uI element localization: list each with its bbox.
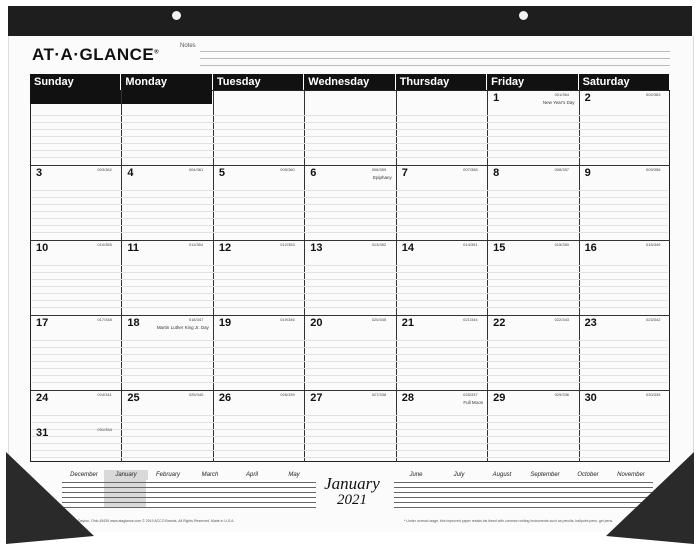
current-year-label: 2021 xyxy=(337,492,367,508)
hanging-hole-left xyxy=(172,11,181,20)
minicalendar-title[interactable]: September xyxy=(530,472,560,478)
day-number[interactable]: 31 xyxy=(36,427,49,439)
day-number[interactable]: 1 xyxy=(493,92,500,104)
weekday-sunday: Sunday xyxy=(30,74,121,90)
minicalendar-title[interactable]: June xyxy=(409,472,423,478)
day-of-year: 026/339 xyxy=(280,392,295,397)
day-of-year: 012/353 xyxy=(280,242,295,247)
day-number[interactable]: 28 xyxy=(401,392,414,404)
writing-line xyxy=(32,232,668,233)
minicalendar-dates xyxy=(523,480,567,508)
grid-column-divider xyxy=(487,90,488,462)
day-of-year: 018/347 xyxy=(188,317,204,322)
writing-line xyxy=(32,375,668,376)
day-number[interactable]: 12 xyxy=(218,242,232,254)
writing-line xyxy=(32,115,668,116)
day-number[interactable]: 13 xyxy=(310,242,323,254)
day-of-year: 024/341 xyxy=(97,392,112,397)
day-of-year: 011/354 xyxy=(188,242,204,247)
day-number[interactable]: 27 xyxy=(310,392,323,404)
writing-line xyxy=(32,190,668,191)
writing-line xyxy=(32,443,668,444)
day-of-year: 020/345 xyxy=(371,317,387,322)
top-binding xyxy=(8,6,692,36)
notes-line xyxy=(200,51,670,52)
day-of-year: 003/362 xyxy=(97,167,112,172)
day-of-year: 030/335 xyxy=(646,392,661,397)
holiday-note: Martin Luther King Jr. Day xyxy=(156,325,209,330)
day-number[interactable]: 21 xyxy=(401,317,414,329)
writing-line xyxy=(32,293,668,294)
writing-line xyxy=(32,265,668,266)
day-number[interactable]: 18 xyxy=(127,317,140,329)
writing-line xyxy=(32,361,668,362)
day-number[interactable]: 10 xyxy=(36,242,49,254)
grid-column-divider xyxy=(304,90,305,462)
day-number[interactable]: 29 xyxy=(493,392,506,404)
day-number[interactable]: 20 xyxy=(310,317,323,329)
writing-line xyxy=(32,218,668,219)
writing-line xyxy=(32,450,668,451)
day-of-year: 004/361 xyxy=(188,167,204,172)
grid-row-divider xyxy=(30,315,670,316)
minicalendar-title[interactable]: December xyxy=(70,472,98,478)
minicalendar-title[interactable]: May xyxy=(288,472,300,478)
writing-line xyxy=(32,347,668,348)
month-grid xyxy=(30,90,670,462)
notes-line xyxy=(200,58,670,59)
day-of-year: 019/346 xyxy=(280,317,295,322)
minicalendar-title[interactable]: February xyxy=(155,472,180,478)
day-number[interactable]: 8 xyxy=(493,167,500,179)
corner-holder-right xyxy=(600,440,700,548)
weekday-saturday: Saturday xyxy=(579,74,670,90)
grid-column-divider xyxy=(213,90,214,462)
writing-line xyxy=(32,354,668,355)
writing-line xyxy=(32,422,668,423)
day-number[interactable]: 9 xyxy=(584,167,591,179)
day-number[interactable]: 25 xyxy=(127,392,140,404)
grid-row-divider xyxy=(30,240,670,241)
writing-line xyxy=(32,436,668,437)
minicalendar-title[interactable]: July xyxy=(453,472,465,478)
corner-holder-left xyxy=(0,440,100,548)
day-number[interactable]: 24 xyxy=(36,392,49,404)
notes-label: Notes xyxy=(180,43,196,49)
writing-line xyxy=(32,307,668,308)
hanging-hole-right xyxy=(519,11,528,20)
day-of-year: 008/357 xyxy=(554,167,570,172)
writing-line xyxy=(32,286,668,287)
writing-line xyxy=(32,197,668,198)
minicalendar-title[interactable]: January xyxy=(115,472,137,478)
day-of-year: 009/356 xyxy=(646,167,661,172)
day-number[interactable]: 30 xyxy=(584,392,597,404)
writing-line xyxy=(32,457,668,458)
minicalendar-dates xyxy=(480,480,524,508)
day-of-year: 031/334 xyxy=(97,427,112,432)
writing-line xyxy=(32,415,668,416)
day-of-year: 001/364 xyxy=(554,92,570,97)
day-number[interactable]: 19 xyxy=(218,317,232,329)
weekday-thursday: Thursday xyxy=(396,74,487,90)
holiday-note: New Year's Day xyxy=(542,100,575,105)
day-number[interactable]: 6 xyxy=(310,167,317,179)
holiday-note: Epiphany xyxy=(372,175,392,180)
brand-logo: AT·A·GLANCE® xyxy=(32,45,160,64)
writing-line xyxy=(32,122,668,123)
holiday-note: Full Moon xyxy=(463,400,484,405)
day-of-year: 029/336 xyxy=(554,392,570,397)
day-number[interactable]: 23 xyxy=(584,317,597,329)
day-of-year: 006/359 xyxy=(371,167,387,172)
day-of-year: 023/342 xyxy=(646,317,661,322)
day-of-year: 015/350 xyxy=(554,242,570,247)
day-number[interactable]: 26 xyxy=(218,392,232,404)
day-of-year: 010/355 xyxy=(97,242,112,247)
minicalendar-dates xyxy=(188,480,232,508)
writing-line xyxy=(32,150,668,151)
day-of-year: 013/352 xyxy=(371,242,387,247)
minicalendar-title[interactable]: November xyxy=(617,472,645,478)
day-of-year: 025/340 xyxy=(188,392,204,397)
writing-line xyxy=(32,143,668,144)
current-month-label: January xyxy=(324,474,380,493)
weekday-friday: Friday xyxy=(487,74,578,90)
day-of-year: 017/348 xyxy=(97,317,112,322)
day-of-year: 028/337 xyxy=(463,392,478,397)
writing-line xyxy=(32,129,668,130)
minicalendar-dates xyxy=(437,480,481,508)
day-number[interactable]: 4 xyxy=(127,167,134,179)
day-number[interactable]: 16 xyxy=(584,242,597,254)
weekday-wednesday: Wednesday xyxy=(304,74,395,90)
grid-column-divider xyxy=(396,90,397,462)
grid-column-divider xyxy=(121,90,122,462)
minicalendar-dates xyxy=(394,480,438,508)
day-number[interactable]: 5 xyxy=(218,167,225,179)
day-of-year: 005/360 xyxy=(280,167,295,172)
writing-line xyxy=(32,225,668,226)
minicalendar-title[interactable]: March xyxy=(201,472,219,478)
writing-line xyxy=(32,300,668,301)
day-number[interactable]: 15 xyxy=(493,242,506,254)
writing-line xyxy=(32,211,668,212)
minicalendar-dates xyxy=(146,480,190,508)
writing-line xyxy=(32,157,668,158)
minicalendar-dates xyxy=(230,480,274,508)
writing-line xyxy=(32,429,668,430)
day-of-year: 021/344 xyxy=(463,317,478,322)
notes-line xyxy=(200,65,670,66)
day-number[interactable]: 17 xyxy=(36,317,49,329)
minicalendar-title[interactable]: October xyxy=(577,472,599,478)
weekday-tuesday: Tuesday xyxy=(213,74,304,90)
minicalendar-title[interactable]: April xyxy=(245,472,258,478)
day-number[interactable]: 11 xyxy=(127,242,140,254)
minicalendar-title[interactable]: August xyxy=(492,472,512,478)
writing-line xyxy=(32,272,668,273)
day-number[interactable]: 2 xyxy=(584,92,591,104)
writing-line xyxy=(32,382,668,383)
writing-line xyxy=(32,368,668,369)
day-of-year: 014/351 xyxy=(463,242,478,247)
day-of-year: 022/343 xyxy=(554,317,570,322)
grid-column-divider xyxy=(579,90,580,462)
day-number[interactable]: 14 xyxy=(401,242,414,254)
grid-row-divider xyxy=(30,390,670,391)
writing-line xyxy=(32,279,668,280)
minicalendar-dates xyxy=(104,480,148,508)
writing-line xyxy=(32,204,668,205)
day-number[interactable]: 7 xyxy=(401,167,408,179)
day-of-year: 002/363 xyxy=(646,92,661,97)
writing-line xyxy=(32,136,668,137)
day-of-year: 016/349 xyxy=(646,242,661,247)
writing-line xyxy=(32,340,668,341)
day-number[interactable]: 22 xyxy=(493,317,506,329)
grid-row-divider xyxy=(30,165,670,166)
minicalendar-dates xyxy=(272,480,316,508)
fine-print-right: * Under normal usage, this improved paper resists ink bleed with common writing instruments such as pencils, ballpoint pens, gel pens. xyxy=(404,519,614,523)
weekday-monday: Monday xyxy=(121,74,212,90)
day-number[interactable]: 3 xyxy=(36,167,43,179)
fine-print-left: Dayton, Ohio 45439 www.ataglance.com © 2019 ACCO Brands. All Rights Reserved. Made in U.S.A. xyxy=(78,519,235,523)
day-of-year: 027/338 xyxy=(371,392,387,397)
day-of-year: 007/358 xyxy=(463,167,478,172)
